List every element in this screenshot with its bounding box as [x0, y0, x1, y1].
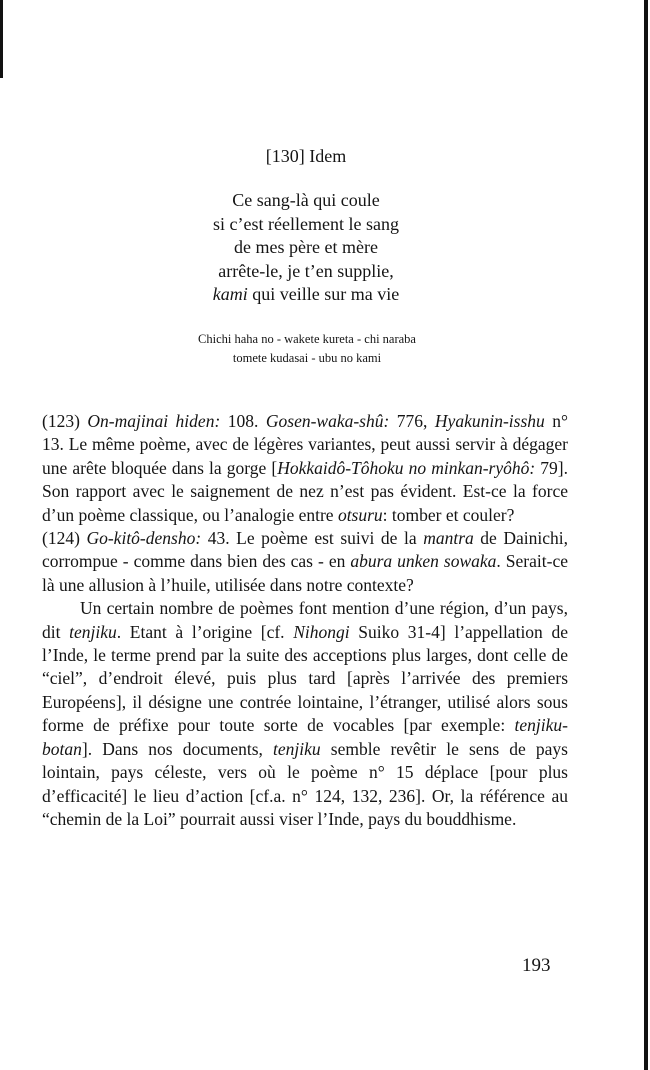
poem-line-text: Ce sang-là qui coule	[232, 190, 380, 210]
text-run: (124)	[42, 528, 87, 549]
page-number: 193	[522, 955, 551, 976]
italic-term: mantra	[423, 528, 474, 549]
poem-line	[0, 236, 612, 260]
commentary-paragraph	[42, 410, 568, 527]
page-edge-left	[0, 0, 3, 78]
text-run: semble revêtir le sens de pays lointain, pays céleste, vers où le poème n° 15 déplace [pour plus d’efficacité] le lieu d’action [cf.a. n° 124, 132, 236]. Or, la référence au “chemin de la Loi” pourrait aussi viser l’Inde, pays du bouddhisme.	[42, 738, 568, 829]
poem-line-text: qui veille sur ma vie	[247, 284, 400, 304]
romaji-line: tomete kudasai - ubu no kami	[232, 351, 382, 365]
italic-term: Hyakunin-isshu	[434, 411, 545, 431]
text-run: Suiko 31-4] l’appellation de l’Inde, le terme prend par la suite des acceptions plus larges, dont celle de “ciel”, d’endroit élevé, puis plus tard [après l’arrivée des premiers Européens], il désigne une contrée lointaine, l’étranger, utilisé alors sous forme de préfixe pour toute sorte de vocables [par exemple:	[42, 621, 568, 736]
commentary-paragraph	[42, 527, 568, 597]
text-run: : tomber et couler?	[382, 504, 515, 525]
text-run: de Dainichi, corrompue - comme dans bien des cas - en	[42, 528, 569, 572]
text-run: . Serait-ce là une allusion à l’huile, utilisée dans notre contexte?	[42, 551, 568, 595]
poem-line	[0, 189, 612, 213]
text-run: 79]. Son rapport avec le saignement de nez n’est pas évident. Est-ce la force d’un poème classique, ou l’analogie entre	[42, 457, 568, 525]
text-run: Un certain nombre de poèmes font mention d’une région, d’un pays, dit	[42, 598, 568, 642]
italic-term: Go-kitô-densho:	[86, 528, 202, 549]
poem-emphasis: kami	[212, 284, 248, 304]
text-run: . Etant à l’origine [cf.	[116, 621, 294, 642]
italic-term: Nihongi	[293, 621, 350, 642]
text-run: 43. Le poème est suivi de la	[201, 528, 424, 549]
italic-term: abura unken sowaka	[350, 551, 497, 572]
commentary-paragraph	[42, 597, 568, 831]
commentary-body	[42, 410, 568, 831]
poem-line-text: arrête-le, je t’en supplie,	[218, 260, 394, 281]
poem-line-text: si c’est réellement le sang	[213, 213, 399, 234]
poem-romaji	[0, 330, 614, 368]
text-run: 108.	[220, 411, 266, 431]
italic-term: tenjiku-botan	[42, 715, 568, 759]
poem-title: [130] Idem	[265, 146, 347, 166]
romaji-line: Chichi haha no - wakete kureta - chi naraba	[198, 332, 416, 346]
text-run: ]. Dans nos documents,	[81, 738, 274, 759]
poem-line	[0, 283, 612, 307]
poem-line-text: de mes père et mère	[234, 237, 378, 257]
poem-line	[0, 213, 612, 237]
italic-term: tenjiku	[273, 738, 321, 759]
text-run: n° 13. Le même poème, avec de légères variantes, peut aussi servir à dégager une arête bloquée dans la gorge [	[42, 411, 569, 478]
italic-term: Gosen-waka-shû:	[265, 411, 390, 431]
poem-line	[0, 260, 612, 284]
poem-translation	[0, 189, 612, 307]
italic-term: tenjiku	[69, 621, 117, 642]
text-run: (123)	[42, 411, 88, 431]
text-run: 776,	[389, 411, 435, 431]
italic-term: Hokkaidô-Tôhoku no minkan-ryôhô:	[277, 457, 536, 478]
italic-term: On-majinai hiden:	[87, 411, 221, 431]
page-edge-right	[644, 0, 648, 1070]
italic-term: otsuru	[337, 504, 383, 525]
